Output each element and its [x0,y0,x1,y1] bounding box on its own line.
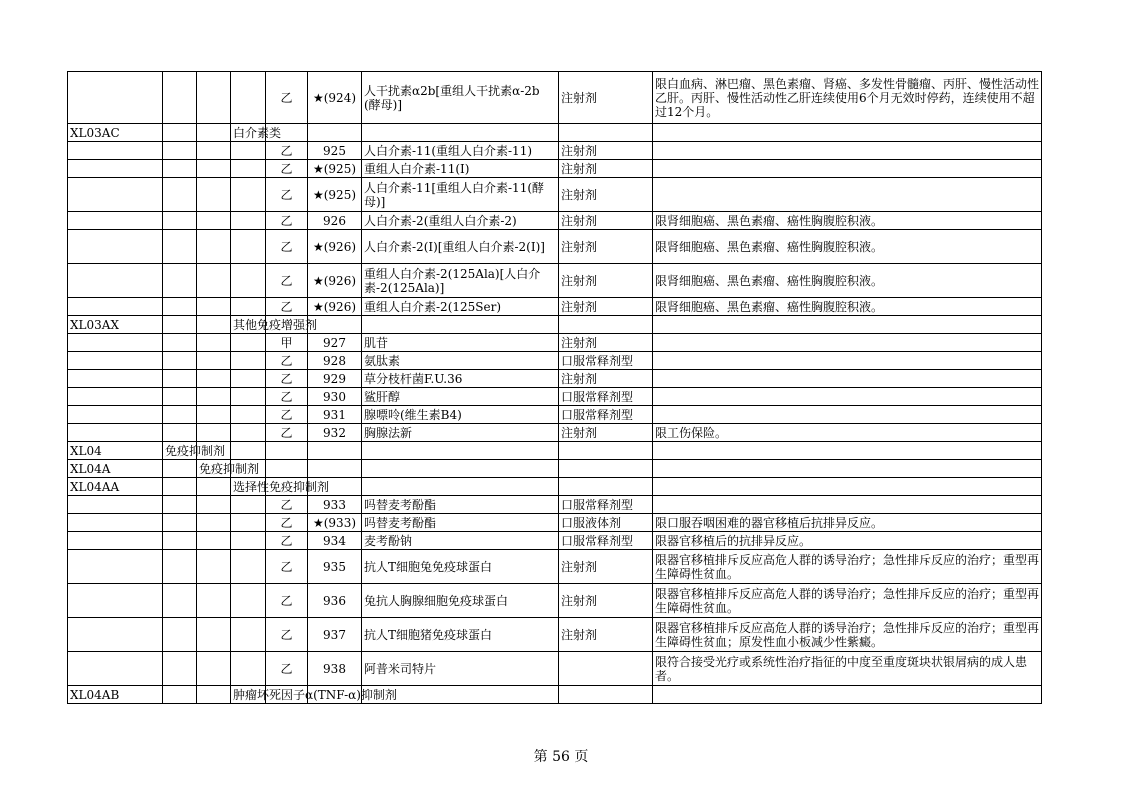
empty-cell [197,496,231,514]
empty-cell [559,124,653,142]
dosage-form-cell: 注射剂 [559,212,653,230]
empty-cell [653,460,1042,478]
dosage-form-cell: 注射剂 [559,550,653,584]
dosage-form-cell: 注射剂 [559,160,653,178]
empty-cell [163,334,197,352]
empty-cell [231,550,266,584]
category-cell: 乙 [266,584,308,618]
empty-cell [362,316,559,334]
category-cell: 乙 [266,618,308,652]
drug-number-cell: 925 [308,142,362,160]
empty-cell [163,178,197,212]
dosage-form-cell: 注射剂 [559,264,653,298]
class-code-cell [68,584,163,618]
empty-cell [231,264,266,298]
empty-cell [163,496,197,514]
class-code-cell [68,160,163,178]
dosage-form-cell: 注射剂 [559,178,653,212]
category-cell: 乙 [266,532,308,550]
empty-cell [163,550,197,584]
category-row [68,442,1042,460]
category-row [68,478,1042,496]
drug-row [68,352,1042,370]
drug-name-cell: 阿普米司特片 [362,652,559,686]
empty-cell [362,460,559,478]
drug-catalog-table [67,71,1042,704]
drug-number-cell: ★(925) [308,178,362,212]
empty-cell [362,124,559,142]
empty-cell [163,72,197,124]
drug-name-cell: 麦考酚钠 [362,532,559,550]
category-cell: 乙 [266,142,308,160]
drug-name-cell: 人白介素-2(重组人白介素-2) [362,212,559,230]
empty-cell [163,298,197,316]
empty-cell [197,514,231,532]
page-number: 第 56 页 [533,749,589,765]
drug-name-cell: 人白介素-11(重组人白介素-11) [362,142,559,160]
remarks-cell: 限白血病、淋巴瘤、黑色素瘤、肾癌、多发性骨髓瘤、丙肝、慢性活动性乙肝。丙肝、慢性活动性乙肝连续使用6个月无效时停药，连续使用不超过12个月。 [653,72,1042,124]
category-row [68,460,1042,478]
drug-row [68,160,1042,178]
remarks-cell: 限肾细胞癌、黑色素瘤、癌性胸腹腔积液。 [653,298,1042,316]
class-code-cell [68,532,163,550]
class-code-cell [68,298,163,316]
empty-cell [653,316,1042,334]
drug-name-cell: 人干扰素α2b[重组人干扰素α-2b(酵母)] [362,72,559,124]
remarks-cell [653,496,1042,514]
empty-cell [559,460,653,478]
empty-cell [653,124,1042,142]
drug-row [68,514,1042,532]
empty-cell [197,352,231,370]
empty-cell [231,406,266,424]
empty-cell [266,442,308,460]
class-code-cell: XL04 [68,442,163,460]
empty-cell [197,230,231,264]
drug-name-cell: 鲨肝醇 [362,388,559,406]
empty-cell [197,686,231,704]
empty-cell [163,370,197,388]
drug-row [68,264,1042,298]
remarks-cell [653,160,1042,178]
empty-cell [197,72,231,124]
empty-cell [231,514,266,532]
remarks-cell: 限器官移植排斥反应高危人群的诱导治疗；急性排斥反应的治疗；重型再生障碍性贫血。 [653,584,1042,618]
empty-cell [559,442,653,460]
category-row [68,686,1042,704]
drug-row [68,388,1042,406]
dosage-form-cell: 注射剂 [559,618,653,652]
empty-cell [197,142,231,160]
drug-row [68,142,1042,160]
category-cell: 乙 [266,514,308,532]
empty-cell [197,584,231,618]
empty-cell [197,550,231,584]
drug-row [68,424,1042,442]
dosage-form-cell: 注射剂 [559,584,653,618]
drug-name-cell: 腺嘌呤(维生素B4) [362,406,559,424]
empty-cell [197,406,231,424]
empty-cell [197,478,231,496]
class-code-cell [68,230,163,264]
category-name-cell: 免疫抑制剂 [197,460,231,478]
remarks-cell [653,370,1042,388]
dosage-form-cell: 注射剂 [559,298,653,316]
remarks-cell [653,178,1042,212]
class-code-cell: XL04A [68,460,163,478]
remarks-cell: 限工伤保险。 [653,424,1042,442]
empty-cell [197,388,231,406]
drug-row [68,496,1042,514]
class-code-cell [68,142,163,160]
remarks-cell: 限器官移植后的抗排异反应。 [653,532,1042,550]
dosage-form-cell: 注射剂 [559,334,653,352]
remarks-cell: 限符合接受光疗或系统性治疗指征的中度至重度斑块状银屑病的成人患者。 [653,652,1042,686]
table-body [68,72,1042,704]
remarks-cell: 限口服吞咽困难的器官移植后抗排异反应。 [653,514,1042,532]
class-code-cell [68,72,163,124]
empty-cell [163,142,197,160]
class-code-cell [68,388,163,406]
drug-number-cell: ★(926) [308,230,362,264]
dosage-form-cell: 口服液体剂 [559,514,653,532]
dosage-form-cell: 口服常释剂型 [559,406,653,424]
dosage-form-cell: 注射剂 [559,424,653,442]
empty-cell [197,316,231,334]
empty-cell [653,442,1042,460]
category-name-cell: 白介素类 [231,124,266,142]
category-name-cell: 肿瘤坏死因子α(TNF-α)抑制剂 [231,686,266,704]
dosage-form-cell: 口服常释剂型 [559,352,653,370]
drug-name-cell: 重组人白介素-11(Ⅰ) [362,160,559,178]
empty-cell [231,298,266,316]
empty-cell [231,532,266,550]
drug-row [68,72,1042,124]
category-cell: 乙 [266,212,308,230]
category-cell: 乙 [266,352,308,370]
empty-cell [197,160,231,178]
empty-cell [197,178,231,212]
empty-cell [163,478,197,496]
category-cell: 乙 [266,424,308,442]
remarks-cell [653,334,1042,352]
category-cell: 乙 [266,388,308,406]
drug-row [68,178,1042,212]
class-code-cell [68,514,163,532]
empty-cell [231,178,266,212]
empty-cell [362,478,559,496]
empty-cell [197,532,231,550]
category-row [68,124,1042,142]
drug-name-cell: 抗人T细胞兔免疫球蛋白 [362,550,559,584]
class-code-cell [68,550,163,584]
remarks-cell: 限肾细胞癌、黑色素瘤、癌性胸腹腔积液。 [653,264,1042,298]
class-code-cell [68,496,163,514]
drug-name-cell: 吗替麦考酚酯 [362,514,559,532]
empty-cell [231,584,266,618]
empty-cell [197,652,231,686]
drug-number-cell: 928 [308,352,362,370]
drug-row [68,584,1042,618]
empty-cell [231,352,266,370]
category-cell: 乙 [266,406,308,424]
drug-name-cell: 兔抗人胸腺细胞免疫球蛋白 [362,584,559,618]
empty-cell [308,442,362,460]
empty-cell [653,478,1042,496]
empty-cell [559,478,653,496]
category-cell: 乙 [266,298,308,316]
empty-cell [163,264,197,298]
class-code-cell [68,334,163,352]
drug-number-cell: ★(926) [308,264,362,298]
empty-cell [163,160,197,178]
drug-name-cell: 重组人白介素-2(125Ala)[人白介素-2(125Ala)] [362,264,559,298]
empty-cell [163,618,197,652]
dosage-form-cell: 口服常释剂型 [559,388,653,406]
drug-name-cell: 胸腺法新 [362,424,559,442]
class-code-cell [68,406,163,424]
category-cell: 乙 [266,550,308,584]
empty-cell [163,316,197,334]
empty-cell [231,442,266,460]
category-cell: 乙 [266,264,308,298]
empty-cell [163,230,197,264]
category-name-cell: 选择性免疫抑制剂 [231,478,266,496]
drug-number-cell: ★(924) [308,72,362,124]
empty-cell [197,370,231,388]
drug-number-cell: 937 [308,618,362,652]
drug-number-cell: ★(926) [308,298,362,316]
category-cell: 甲 [266,334,308,352]
remarks-cell [653,142,1042,160]
drug-number-cell: 927 [308,334,362,352]
empty-cell [163,532,197,550]
empty-cell [197,264,231,298]
empty-cell [231,230,266,264]
class-code-cell [68,178,163,212]
empty-cell [559,686,653,704]
empty-cell [197,334,231,352]
class-code-cell: XL03AC [68,124,163,142]
drug-name-cell: 抗人T细胞猪免疫球蛋白 [362,618,559,652]
drug-name-cell: 吗替麦考酚酯 [362,496,559,514]
drug-number-cell: 932 [308,424,362,442]
empty-cell [559,316,653,334]
drug-name-cell: 氨肽素 [362,352,559,370]
dosage-form-cell: 口服常释剂型 [559,532,653,550]
drug-row [68,618,1042,652]
empty-cell [308,124,362,142]
drug-row [68,230,1042,264]
drug-number-cell: 936 [308,584,362,618]
empty-cell [163,584,197,618]
remarks-cell: 限器官移植排斥反应高危人群的诱导治疗；急性排斥反应的治疗；重型再生障碍性贫血；原发性血小板减少性紫癜。 [653,618,1042,652]
drug-number-cell: 935 [308,550,362,584]
empty-cell [231,618,266,652]
empty-cell [163,514,197,532]
remarks-cell [653,388,1042,406]
drug-number-cell: 934 [308,532,362,550]
drug-number-cell: 931 [308,406,362,424]
drug-number-cell: ★(925) [308,160,362,178]
class-code-cell: XL04AA [68,478,163,496]
empty-cell [231,334,266,352]
dosage-form-cell: 注射剂 [559,230,653,264]
category-cell: 乙 [266,652,308,686]
dosage-form-cell: 口服常释剂型 [559,496,653,514]
empty-cell [163,212,197,230]
category-cell: 乙 [266,178,308,212]
class-code-cell [68,212,163,230]
remarks-cell [653,352,1042,370]
category-cell: 乙 [266,72,308,124]
class-code-cell [68,370,163,388]
empty-cell [308,460,362,478]
empty-cell [163,406,197,424]
empty-cell [362,442,559,460]
empty-cell [266,460,308,478]
class-code-cell [68,618,163,652]
drug-number-cell: ★(933) [308,514,362,532]
empty-cell [163,388,197,406]
drug-number-cell: 929 [308,370,362,388]
class-code-cell: XL04AB [68,686,163,704]
drug-row [68,652,1042,686]
empty-cell [163,652,197,686]
drug-number-cell: 930 [308,388,362,406]
category-cell: 乙 [266,370,308,388]
remarks-cell [653,406,1042,424]
class-code-cell [68,352,163,370]
empty-cell [653,686,1042,704]
dosage-form-cell: 注射剂 [559,370,653,388]
drug-name-cell: 人白介素-2(Ⅰ)[重组人白介素-2(Ⅰ)] [362,230,559,264]
class-code-cell: XL03AX [68,316,163,334]
drug-name-cell: 人白介素-11[重组人白介素-11(酵母)] [362,178,559,212]
empty-cell [231,212,266,230]
empty-cell [197,124,231,142]
class-code-cell [68,424,163,442]
dosage-form-cell: 注射剂 [559,72,653,124]
category-cell: 乙 [266,160,308,178]
remarks-cell: 限肾细胞癌、黑色素瘤、癌性胸腹腔积液。 [653,212,1042,230]
empty-cell [231,652,266,686]
class-code-cell [68,264,163,298]
drug-row [68,532,1042,550]
category-name-cell: 其他免疫增强剂 [231,316,266,334]
drug-number-cell: 926 [308,212,362,230]
empty-cell [163,424,197,442]
drug-row [68,212,1042,230]
empty-cell [163,686,197,704]
drug-row [68,550,1042,584]
dosage-form-cell: 注射剂 [559,142,653,160]
empty-cell [231,160,266,178]
drug-row [68,298,1042,316]
empty-cell [231,496,266,514]
empty-cell [197,298,231,316]
category-row [68,316,1042,334]
empty-cell [231,370,266,388]
remarks-cell: 限器官移植排斥反应高危人群的诱导治疗；急性排斥反应的治疗；重型再生障碍性贫血。 [653,550,1042,584]
empty-cell [163,124,197,142]
empty-cell [231,142,266,160]
category-cell: 乙 [266,496,308,514]
drug-row [68,370,1042,388]
empty-cell [231,424,266,442]
drug-number-cell: 938 [308,652,362,686]
drug-number-cell: 933 [308,496,362,514]
empty-cell [197,424,231,442]
empty-cell [197,618,231,652]
category-name-cell: 免疫抑制剂 [163,442,197,460]
drug-name-cell: 肌苷 [362,334,559,352]
empty-cell [231,72,266,124]
empty-cell [197,212,231,230]
dosage-form-cell [559,652,653,686]
remarks-cell: 限肾细胞癌、黑色素瘤、癌性胸腹腔积液。 [653,230,1042,264]
empty-cell [163,460,197,478]
drug-name-cell: 草分枝杆菌F.U.36 [362,370,559,388]
drug-name-cell: 重组人白介素-2(125Ser) [362,298,559,316]
empty-cell [163,352,197,370]
drug-row [68,406,1042,424]
category-cell: 乙 [266,230,308,264]
class-code-cell [68,652,163,686]
empty-cell [231,388,266,406]
drug-row [68,334,1042,352]
